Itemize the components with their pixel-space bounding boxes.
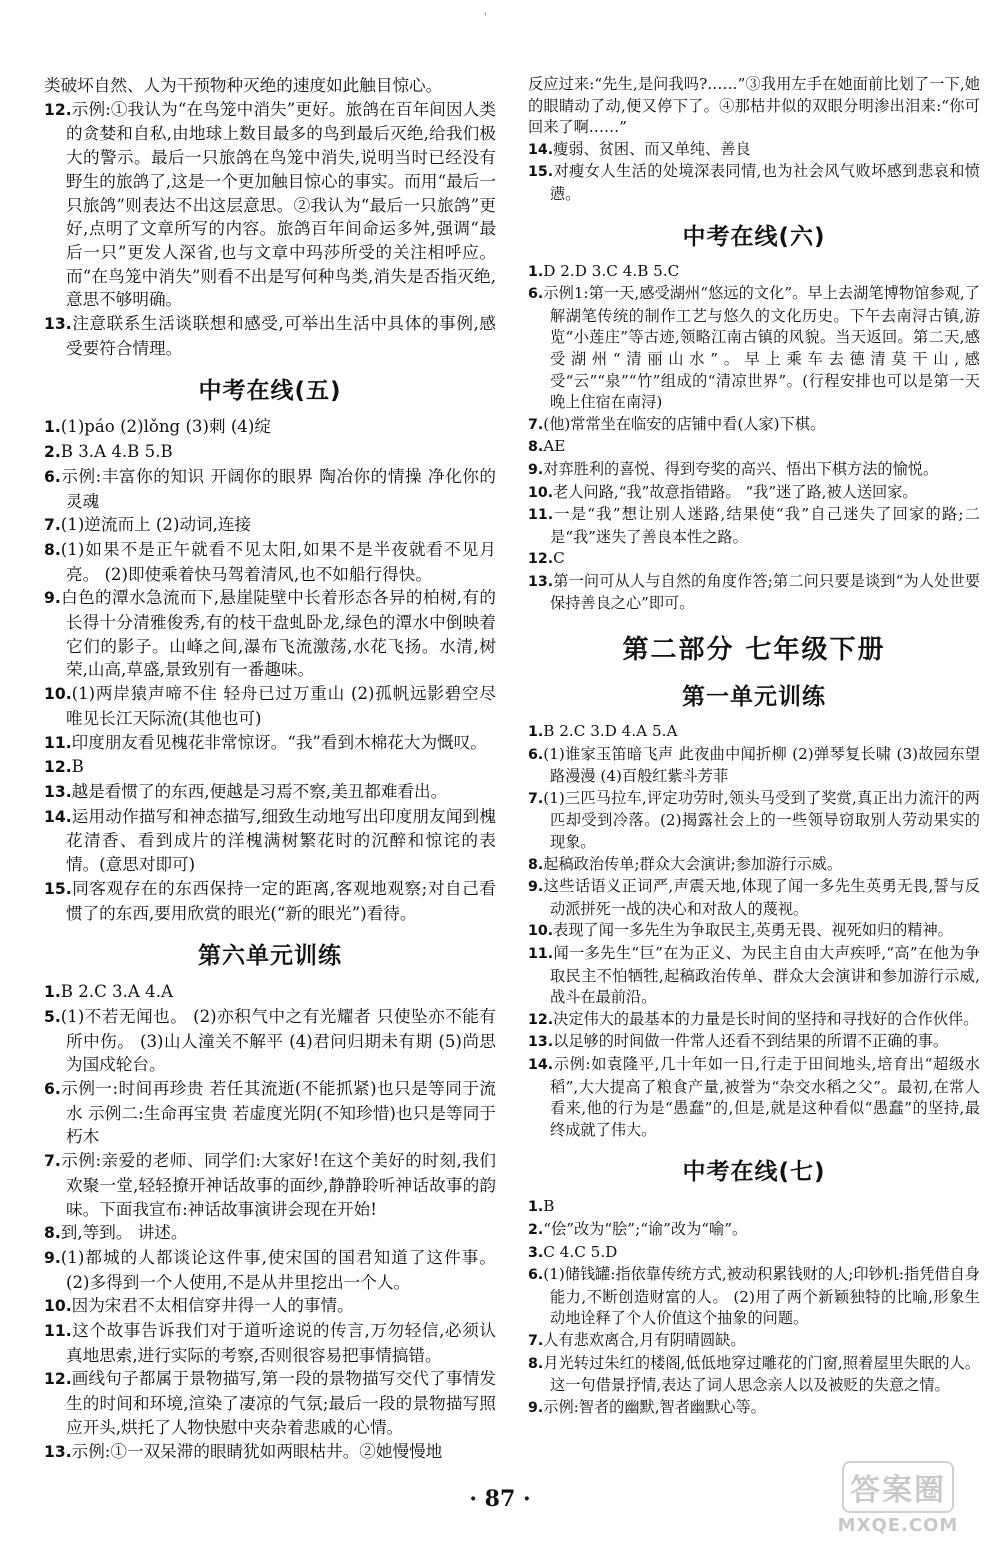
item-number: 15. (44, 879, 72, 898)
item-number: 13. (44, 1442, 72, 1461)
item-text: B 2.C 3.A 4.A (60, 982, 173, 1002)
item-text: 示例:①我认为“在鸟笼中消失”更好。旅鸽在百年间因人类的贪婪和自私,由地球上数目最多的鸟到最后灭绝,给我们极大的警示。最后一只旅鸽在鸟笼中消失,说明当时已经没有野生的旅鸽了,这是一个更加触目惊心的事实。而用“最后一只旅鸽”则表达不出这层意思。②我认为“最后一只旅鸽”更好,点明了文章所写的内容。旅鸽百年间命运多舛,强调“最后一只”更发人深省,也与文章中玛莎所受的关注相呼应。而“在鸟笼中消失”则看不出是写何种鸟类,消失是否指灭绝,意思不够明确。 (66, 99, 496, 310)
item-number: 14. (44, 807, 72, 826)
item-number: 12. (44, 100, 72, 119)
answer-item (44, 980, 496, 1005)
item-number: 1. (528, 724, 544, 741)
item-number: 9. (528, 1399, 544, 1416)
item-number: 13. (44, 782, 72, 801)
item-number: 7. (528, 1332, 544, 1349)
item-text: (1)如果不是正午就看不见太阳,如果不是半夜就看不见月亮。 (2)即使乘着快马驾着清风,也不如船行得快。 (60, 539, 496, 584)
item-text: B 2.C 3.D 4.A 5.A (543, 722, 678, 741)
item-text: B (71, 757, 84, 777)
item-number: 2. (44, 443, 61, 462)
item-text: 瘦弱、贫困、而又单纯、善良 (553, 139, 751, 158)
answer-item (44, 1294, 496, 1319)
answer-item (528, 1330, 980, 1353)
item-text: (1)储钱罐:指依靠传统方式,被动积累钱财的人;印钞机:指凭借自身能力,不断创造财富的人。 (2)用了两个新颖独特的比喻,形象生动地诠释了个人价值这个抽象的问题。 (543, 1265, 980, 1328)
answer-item (44, 877, 496, 925)
item-text: 月光转过朱红的楼阁,低低地穿过雕花的门窗,照着屋里失眠的人。这一句借景抒情,表达了词人思念亲人以及被贬的失意之情。 (543, 1353, 980, 1395)
item-number: 7. (528, 790, 544, 807)
item-number: 8. (44, 1224, 61, 1243)
item-number: 9. (44, 589, 61, 608)
answer-item (528, 1397, 980, 1420)
answer-item (44, 1440, 496, 1465)
item-text: 注意联系生活谈联想和感受,可举出生活中具体的事例,感受要符合情理。 (66, 314, 496, 358)
item-number: 8. (528, 856, 544, 873)
item-text: (他)常常坐在临安的店铺中看(人家)下棋。 (543, 414, 826, 433)
answer-item (44, 440, 496, 465)
item-text: 示例一:时间再珍贵 若任其流逝(不能抓紧)也只是等同于流水 示例二:生命再宝贵 若虚度光阴(不知珍惜)也只是等同于朽木 (60, 1079, 496, 1147)
item-text: 示例:亲爱的老师、同学们:大家好!在这个美好的时刻,我们欢聚一堂,轻轻撩开神话故事的面纱,静静聆听神话故事的韵味。下面我宣布:神话故事演讲会现在开始! (60, 1151, 496, 1219)
watermark-text: 答案圈 (842, 1461, 954, 1513)
item-number: 1. (44, 418, 61, 437)
item-text: 印度朋友看见槐花非常惊讶。“我”看到木棉花大为慨叹。 (71, 732, 487, 752)
item-text: 对瘦女人生活的处境深表同情,也为社会风气败坏感到悲哀和愤懑。 (550, 162, 980, 203)
item-text: 决定伟大的最基本的力量是长时间的坚持和寻找好的合作伙伴。 (553, 1009, 979, 1028)
answer-item (528, 1031, 980, 1054)
answer-item (44, 538, 496, 586)
item-text: 白色的潭水急流而下,悬崖陡壁中长着形态各异的柏树,有的长得十分清雅俊秀,有的枝干盘虬卧龙,绿色的潭水中倒映着它们的影子。山峰之间,瀑布飞流激荡,水花飞扬。水清,树荣,山高,草盛,景致别有一番趣味。 (60, 588, 496, 680)
item-number: 6. (44, 1080, 61, 1099)
item-text: (1)两岸猿声啼不住 轻舟已过万重山 (2)孤帆远影碧空尽 唯见长江天际流(其他也可) (66, 684, 496, 728)
item-text: 因为宋君不太相信穿井得一人的事情。 (71, 1296, 354, 1316)
answer-item (528, 876, 980, 920)
answer-item (528, 571, 980, 615)
answer-item (528, 1219, 980, 1242)
continuation-text: 类破坏自然、人为干预物种灭绝的速度如此触目惊心。 (44, 76, 443, 95)
watermark-logo (814, 1461, 982, 1536)
item-text: 这个故事告诉我们对于道听途说的传言,万勿轻信,必须认真地思索,进行实际的考察,否则很容易把事情搞错。 (66, 1321, 496, 1365)
section-heading: 中考在线(六) (682, 223, 826, 250)
answer-item (528, 482, 980, 505)
item-number: 9. (44, 1248, 61, 1267)
item-text: 对弈胜利的喜悦、得到夸奖的高兴、悟出下棋方法的愉悦。 (543, 459, 939, 478)
item-text: 老人问路,“我”故意指错路。 “我”迷了路,被人送回家。 (553, 482, 918, 501)
item-number: 7. (44, 1152, 61, 1171)
answer-item (528, 459, 980, 482)
section-heading: 第一单元训练 (682, 684, 826, 711)
item-text: 示例:智者的幽默,智者幽默心等。 (543, 1397, 766, 1416)
item-number: 8. (44, 540, 61, 559)
item-number: 12. (528, 1011, 554, 1028)
answer-item (528, 548, 980, 571)
item-number: 12. (44, 1370, 72, 1389)
item-number: 6. (528, 1267, 544, 1284)
section-heading: 中考在线(七) (682, 1159, 826, 1186)
answer-item (528, 1264, 980, 1330)
item-number: 10. (44, 685, 72, 704)
item-text: 这些话语义正词严,声震天地,体现了闻一多先生英勇无畏,誓与反动派拼死一战的决心和对敌人的蔑视。 (543, 877, 980, 918)
answer-item (528, 1353, 980, 1397)
item-text: C 4.C 5.D (543, 1242, 618, 1261)
item-number: 11. (528, 946, 554, 962)
item-text: 起稿政治传单;群众大会演讲;参加游行示威。 (543, 854, 843, 873)
item-text: 第一问可从人与自然的角度作答;第二问只要是谈到“为人处世要保持善良之心”即可。 (550, 571, 980, 613)
item-number: 12. (528, 551, 554, 568)
section-heading: 第六单元训练 (198, 943, 342, 970)
item-number: 6. (528, 286, 544, 303)
answer-item (528, 261, 980, 284)
item-text: (1)都城的人都谈论这件事,使宋国的国君知道了这件事。 (2)多得到一个人使用,不是从井里挖出一个人。 (60, 1247, 496, 1292)
item-text: “侩”改为“脍”;“谕”改为“喻”。 (543, 1219, 748, 1238)
item-text: AE (543, 437, 566, 456)
item-number: 12. (44, 758, 72, 777)
answer-item (44, 1221, 496, 1246)
item-text: (1)逆流而上 (2)动词,连接 (60, 515, 252, 535)
answer-item (528, 920, 980, 943)
answer-item (528, 854, 980, 877)
item-number: 11. (44, 1322, 72, 1341)
item-text: 闻一多先生“巨”在为正义、为民主自由大声疾呼,“高”在他为争取民主不怕牺牲,起稿政治传单、群众大会演讲和参加游行示威,战斗在最前沿。 (550, 944, 980, 1007)
item-number: 7. (44, 516, 61, 535)
item-text: C (553, 549, 565, 568)
item-number: 10. (528, 923, 554, 940)
item-number: 13. (528, 1034, 554, 1051)
answer-item (528, 721, 980, 744)
item-text: 表现了闻一多先生为争取民主,英勇无畏、视死如归的精神。 (553, 921, 953, 940)
item-text: 一是“我”想让别人迷路,结果使“我”自己迷失了回家的路;二是“我”迷失了善良本性之路。 (550, 505, 980, 546)
item-number: 6. (44, 467, 61, 486)
item-number: 8. (528, 1355, 544, 1372)
part-heading: 第二部分 七年级下册 (622, 635, 886, 666)
right-column (528, 74, 980, 1419)
item-text: 运用动作描写和神态描写,细致生动地写出印度朋友闻到槐花清香、看到成片的洋槐满树繁花时的沉醉和惊诧的表情。(意思对即可) (66, 806, 496, 875)
item-text: 人有悲欢离合,月有阴晴圆缺。 (543, 1330, 746, 1349)
answer-item (44, 1246, 496, 1294)
item-number: 1. (528, 263, 544, 280)
answer-item (528, 1196, 980, 1219)
answer-item (44, 805, 496, 877)
answer-item (44, 780, 496, 805)
answer-item (44, 1367, 496, 1439)
item-text: (1)三匹马拉车,评定功劳时,领头马受到了奖赏,真正出力流汗的两匹却受到冷落。(2)揭露社会上的一些领导窃取别人劳动果实的现象。 (543, 788, 980, 852)
item-text: (1)谁家玉笛暗飞声 此夜曲中闻折柳 (2)弹琴复长啸 (3)故园东望路漫漫 (4)百般红紫斗芳菲 (543, 744, 980, 786)
item-text: D 2.D 3.C 4.B 5.C (543, 261, 680, 280)
item-number: 15. (528, 164, 554, 181)
item-number: 9. (528, 879, 544, 896)
item-number: 6. (528, 746, 544, 763)
answer-item (528, 1009, 980, 1032)
item-text: (1)páo (2)lǒng (3)刺 (4)绽 (60, 417, 271, 437)
item-text: 示例1:第一天,感受湖州“悠远的文化”。早上去湖笔博物馆参观,了解湖笔传统的制作工艺与悠久的文化历史。下午去南浔古镇,游览“小莲庄”等古迹,领略江南古镇的风貌。当天返回。第二天,感受湖州“清丽山水”。早上乘车去德清莫干山,感受“云”“泉”“竹”组成的“清凉世界”。(行程安排也可以是第一天晚上住宿在南浔) (543, 284, 980, 412)
left-column (44, 74, 496, 1464)
item-number: 1. (44, 983, 61, 1002)
answer-item (44, 1319, 496, 1367)
answer-item (528, 1054, 980, 1141)
item-number: 8. (528, 439, 544, 456)
answer-item (44, 513, 496, 538)
item-number: 2. (528, 1221, 544, 1238)
answer-item (44, 1005, 496, 1077)
answer-item (44, 731, 496, 756)
item-number: 1. (528, 1199, 544, 1216)
item-text: 同客观存在的东西保持一定的距离,客观地观察;对自己看惯了的东西,要用欣赏的眼光(“新的眼光”)看待。 (66, 878, 496, 923)
item-text: 以足够的时间做一件常人还看不到结果的所谓不正确的事。 (553, 1032, 949, 1051)
item-text: 示例:如袁隆平,几十年如一日,行走于田间地头,培育出“超级水稻”,大大提高了粮食产量,被誉为“杂交水稻之父”。最初,在常人看来,他的行为是“愚蠢”的,但是,就是这种看似“愚蠢”的坚持,最终成就了伟大。 (550, 1054, 980, 1139)
answer-item (528, 139, 980, 162)
item-text: B 3.A 4.B 5.B (60, 442, 173, 462)
continuation-text: 反应过来:“先生,是问我吗?……”③我用左手在她面前比划了一下,她的眼睛动了动,便又停下了。④那枯井似的双眼分明渗出泪来:“你可回来了啊……” (528, 75, 980, 137)
watermark-url: MXQE.COM (837, 1515, 959, 1536)
section-heading: 中考在线(五) (198, 378, 342, 405)
item-number: 13. (528, 573, 554, 590)
item-number: 14. (528, 1056, 554, 1073)
answer-item (44, 1149, 496, 1221)
answer-item (528, 414, 980, 437)
answer-item (528, 436, 980, 459)
answer-item (44, 312, 496, 360)
answer-item (44, 586, 496, 682)
answer-item (44, 415, 496, 440)
item-number: 10. (44, 1297, 72, 1316)
item-number: 3. (528, 1244, 544, 1261)
answer-item (528, 283, 980, 414)
item-number: 10. (528, 484, 554, 501)
item-number: 9. (528, 461, 544, 478)
answer-item (528, 943, 980, 1009)
item-text: B (543, 1197, 555, 1216)
top-mark: ' (484, 12, 487, 23)
item-number: 11. (528, 507, 554, 524)
page-number: · 87 · (469, 1486, 531, 1512)
item-number: 13. (44, 315, 72, 334)
answer-item (528, 1242, 980, 1265)
item-number: 11. (44, 733, 72, 752)
item-text: (1)不若无闻也。 (2)亦积气中之有光耀者 只使坠亦不能有所中伤。 (3)山人潼关不解平 (4)君问归期未有期 (5)尚思为国戍轮台。 (60, 1006, 496, 1075)
item-number: 7. (528, 416, 544, 433)
item-text: 示例:①一双呆滞的眼睛犹如两眼枯井。②她慢慢地 (71, 1441, 443, 1461)
answer-item (528, 161, 980, 205)
answer-item (44, 755, 496, 780)
answer-item (44, 1077, 496, 1149)
answer-item (44, 98, 496, 312)
item-number: 14. (528, 141, 554, 158)
item-text: 画线句子都属于景物描写,第一段的景物描写交代了事情发生的时间和环境,渲染了凄凉的气氛;最后一段的景物描写照应开头,烘托了人物快慰中夹杂着悲戚的心情。 (66, 1369, 496, 1437)
item-text: 示例:丰富你的知识 开阔你的眼界 陶冶你的情操 净化你的灵魂 (60, 466, 496, 511)
answer-item (528, 744, 980, 788)
answer-item (528, 788, 980, 854)
answer-item (528, 504, 980, 548)
item-text: 到,等到。 讲述。 (60, 1223, 188, 1243)
item-text: 越是看惯了的东西,便越是习焉不察,美丑都难看出。 (71, 781, 448, 801)
item-number: 5. (44, 1007, 61, 1026)
answer-item (44, 682, 496, 730)
answer-item (44, 465, 496, 513)
